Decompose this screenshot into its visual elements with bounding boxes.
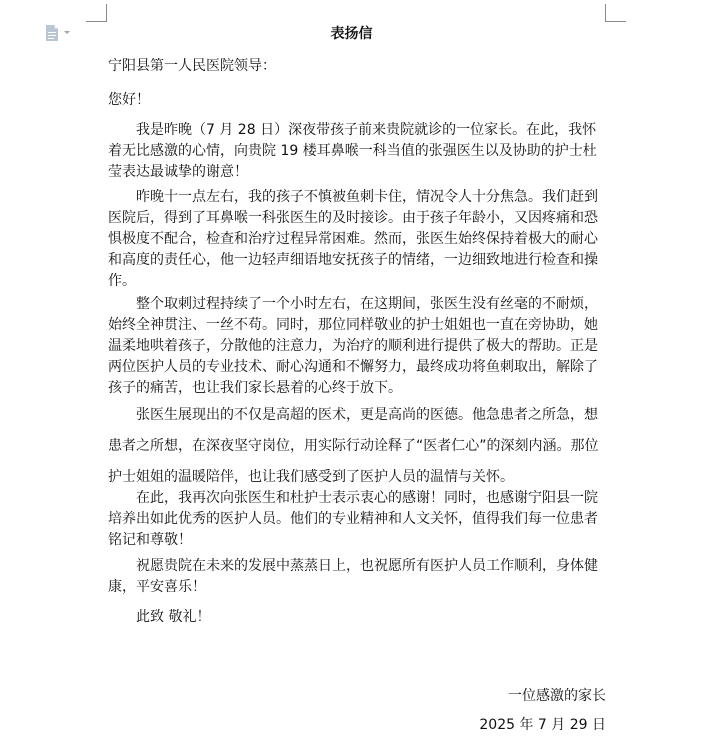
paragraph-3 xyxy=(108,294,606,399)
paragraph-text: 张医生展现出的不仅是高超的医术，更是高尚的医德。他急患者之所急，想患者之所想，在深夜坚守岗位，用实际行动诠释了“医者仁心”的深刻内涵。那位护士姐姐的温暖陪伴，也让我们感受到了医护人员的温情与关怀。 xyxy=(108,407,599,485)
paragraph-1 xyxy=(108,120,606,183)
letter-date: 2025 年 7 月 29 日 xyxy=(479,717,606,733)
signature: 一位感激的家长 xyxy=(508,688,606,704)
paragraph-text: 我是昨晚（7 月 28 日）深夜带孩子前来贵院就诊的一位家长。在此，我怀着无比感激的心情，向贵院 19 楼耳鼻喉一科当值的张强医生以及协助的护士杜莹表达最诚挚的谢意！ xyxy=(108,122,597,180)
paragraph-text: 在此，我再次向张医生和杜护士表示衷心的感谢！同时，也感谢宁阳县一院培养出如此优秀的医护人员。他们的专业精神和人文关怀，值得我们每一位患者铭记和尊敬！ xyxy=(108,490,598,548)
salutation: 宁阳县第一人民医院领导： xyxy=(108,58,276,74)
paragraph-4 xyxy=(108,400,606,493)
paragraph-5 xyxy=(108,488,606,551)
letter-title: 表扬信 xyxy=(330,26,373,42)
paragraph-2 xyxy=(108,187,606,292)
paragraph-text: 祝愿贵院在未来的发展中蒸蒸日上，也祝愿所有医护人员工作顺利，身体健康，平安喜乐！ xyxy=(108,558,598,595)
paragraph-6 xyxy=(108,556,606,598)
greeting: 您好！ xyxy=(108,92,150,108)
paragraph-text: 昨晚十一点左右，我的孩子不慎被鱼刺卡住，情况令人十分焦急。我们赶到医院后，得到了耳鼻喉一科张医生的及时接诊。由于孩子年龄小，又因疼痛和恐惧极度不配合，检查和治疗过程异常困难。然而，张医生始终保持着极大的耐心和高度的责任心，他一边轻声细语地安抚孩子的情绪，一边细致地进行检查和操作。 xyxy=(108,189,598,289)
closing-phrase: 此致 敬礼！ xyxy=(136,609,211,625)
paragraph-text: 整个取刺过程持续了一个小时左右，在这期间，张医生没有丝毫的不耐烦，始终全神贯注、一丝不苟。同时，那位同样敬业的护士姐姐也一直在旁协助，她温柔地哄着孩子，分散他的注意力，为治疗的顺利进行提供了极大的帮助。正是两位医护人员的专业技术、耐心沟通和不懈努力，最终成功将鱼刺取出，解除了孩子的痛苦，也让我们家长悬着的心终于放下。 xyxy=(108,296,598,396)
